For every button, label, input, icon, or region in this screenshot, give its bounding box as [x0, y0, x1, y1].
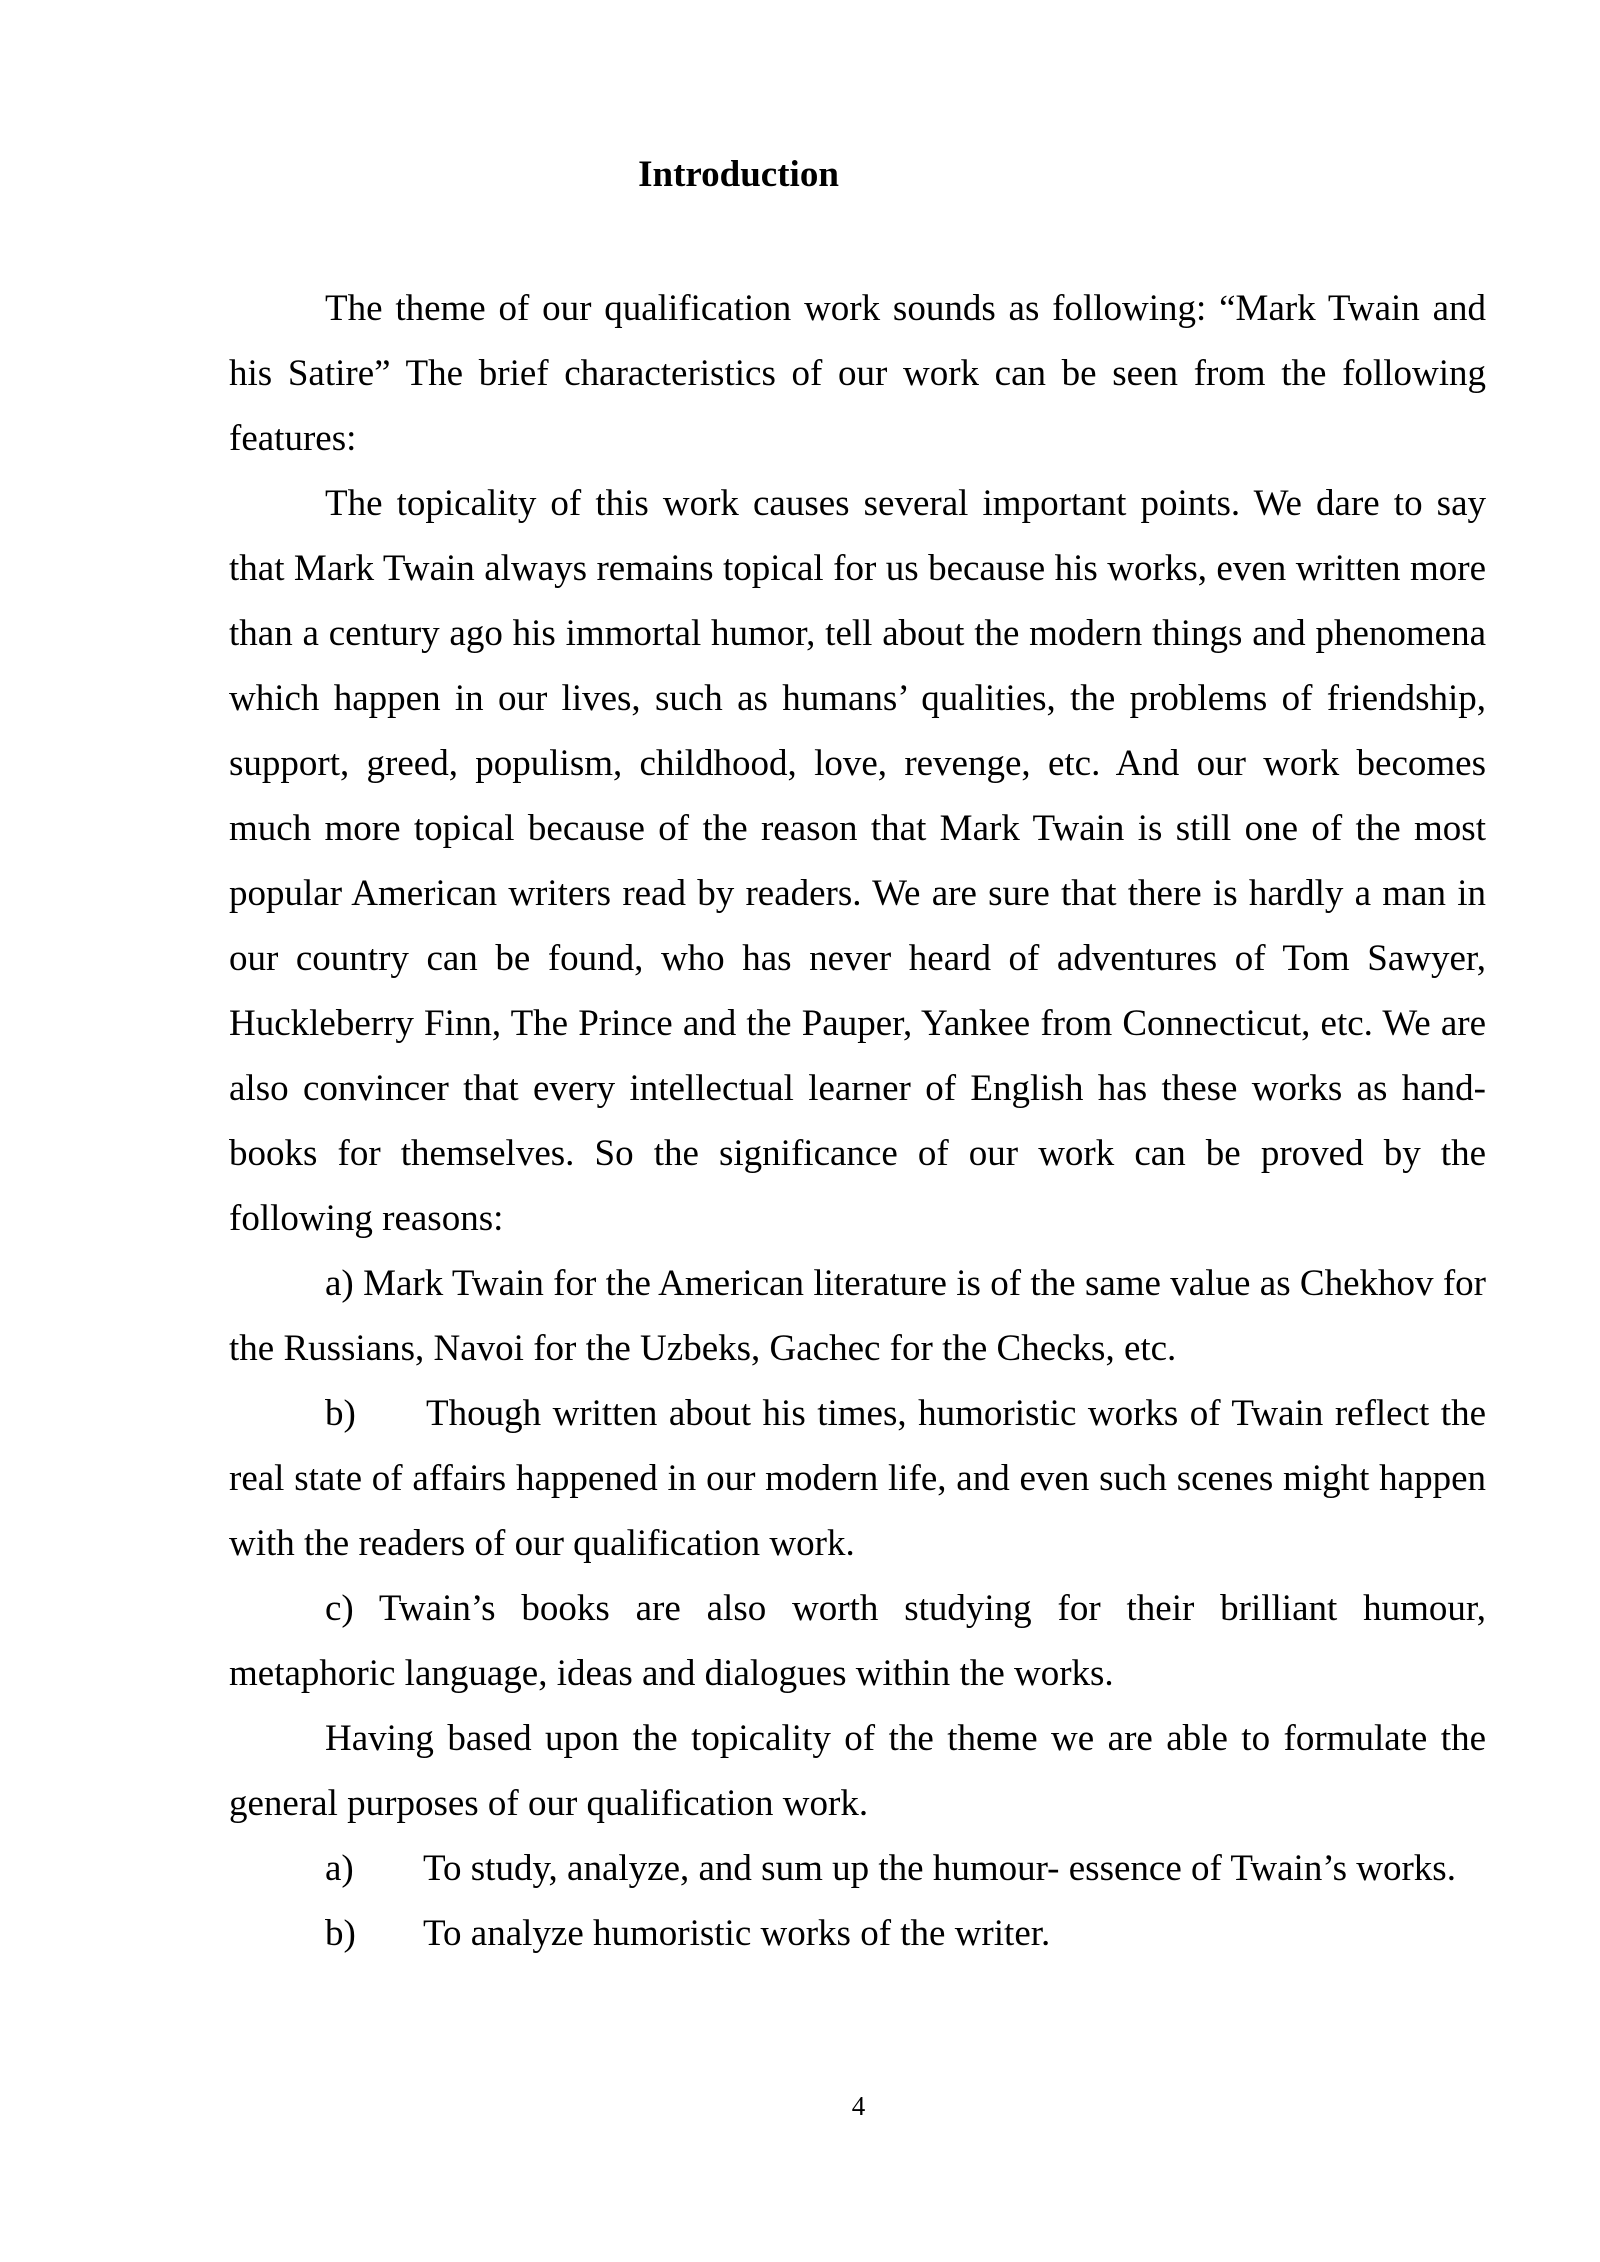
paragraph-purposes: Having based upon the topicality of the theme we are able to formulate the general purposes of our qualification work.: [229, 1718, 1486, 1824]
list-marker: c): [325, 1588, 354, 1629]
list-marker: b): [325, 1393, 356, 1434]
section-heading: Introduction: [638, 154, 839, 195]
paragraph-theme: The theme of our qualification work sounds as following: “Mark Twain and his Satire” The brief characteristics of our work can be seen from the following features:: [229, 288, 1486, 459]
purpose-item-b: [229, 1901, 1486, 1966]
reason-item-c: [229, 1576, 1486, 1706]
list-marker: a): [325, 1848, 354, 1889]
body-text: [229, 276, 1486, 1966]
page-number: 4: [851, 2091, 866, 2121]
reason-item-b: [229, 1381, 1486, 1576]
purpose-item-a: [229, 1836, 1486, 1901]
list-item-text: To study, analyze, and sum up the humour- essence of Twain’s works.: [423, 1848, 1456, 1889]
reason-item-a: [229, 1251, 1486, 1381]
list-marker: b): [325, 1913, 356, 1954]
list-item-text: Though written about his times, humoristic works of Twain reflect the real state of affairs happened in our modern life, and even such scenes might happen with the readers of our qualification work.: [229, 1393, 1486, 1564]
list-item-text: To analyze humoristic works of the writer.: [423, 1913, 1051, 1954]
list-marker: a): [325, 1263, 354, 1304]
list-item-text: Twain’s books are also worth studying for their brilliant humour, metaphoric language, ideas and dialogues within the works.: [229, 1588, 1486, 1694]
paragraph-topicality: The topicality of this work causes several important points. We dare to say that Mark Twain always remains topical for us because his works, even written more than a century ago his immortal humor, tell about the modern things and phenomena which happen in our lives, such as humans’ qualities, the problems of friendship, support, greed, populism, childhood, love, revenge, etc. And our work becomes much more topical because of the reason that Mark Twain is still one of the most popular American writers read by readers. We are sure that there is hardly a man in our country can be found, who has never heard of adventures of Tom Sawyer, Huckleberry Finn, The Prince and the Pauper, Yankee from Connecticut, etc. We are also convincer that every intellectual learner of English has these works as hand-books for themselves. So the significance of our work can be proved by the following reasons:: [229, 483, 1486, 1239]
list-item-text: Mark Twain for the American literature is of the same value as Chekhov for the Russians, Navoi for the Uzbeks, Gachec for the Checks, etc.: [229, 1263, 1487, 1369]
